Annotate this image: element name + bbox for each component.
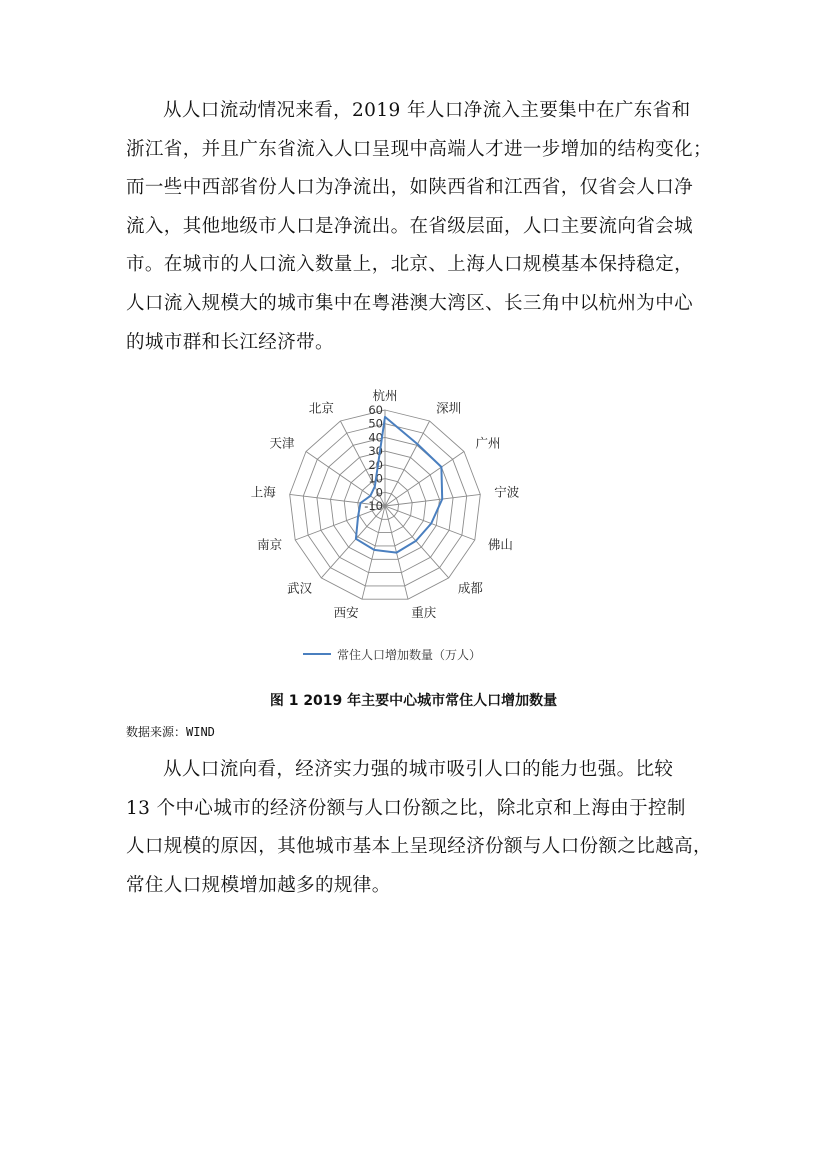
figure-caption: 图 1 2019 年主要中心城市常住人口增加数量 — [269, 693, 558, 709]
category-label: 佛山 — [487, 537, 513, 552]
category-label: 武汉 — [287, 580, 313, 596]
tick-label: 50 — [368, 416, 383, 431]
tick-label: 0 — [375, 485, 383, 500]
text-line: 浙江省，并且广东省流入人口呈现中高端人才进一步增加的结构变化； — [126, 138, 712, 160]
text-line: 的城市群和长江经济带。 — [126, 331, 334, 353]
paragraph-1 — [126, 92, 712, 362]
category-label: 北京 — [308, 400, 334, 416]
category-label: 重庆 — [411, 604, 437, 620]
tick-label: 40 — [368, 430, 383, 445]
legend-label: 常住人口增加数量（万人） — [337, 648, 482, 662]
text-line: 市。在城市的人口流入数量上，北京、上海人口规模基本保持稳定， — [126, 254, 694, 276]
radar-chart — [250, 388, 570, 678]
paragraph-2 — [126, 751, 712, 905]
category-label: 广州 — [475, 435, 501, 451]
category-label: 宁波 — [494, 484, 520, 500]
text-line: 13 个中心城市的经济份额与人口份额之比，除北京和上海由于控制 — [126, 797, 686, 819]
text-line: 人口流入规模大的城市集中在粤港澳大湾区、长三角中以杭州为中心 — [126, 292, 694, 314]
category-label: 上海 — [250, 484, 276, 500]
category-label: 天津 — [269, 435, 295, 451]
tick-label: -10 — [364, 499, 383, 513]
text-line: 人口规模的原因，其他城市基本上呈现经济份额与人口份额之比越高， — [126, 836, 712, 858]
text-line: 而一些中西部省份人口为净流出，如陕西省和江西省，仅省会人口净 — [126, 177, 694, 199]
category-label: 深圳 — [436, 400, 462, 416]
radar-spokes — [290, 410, 481, 599]
category-label: 南京 — [257, 537, 283, 552]
category-label: 成都 — [457, 580, 483, 596]
spoke — [362, 506, 385, 599]
tick-label: 60 — [368, 403, 383, 417]
data-source: 数据来源：WIND — [126, 725, 215, 739]
chart-legend — [303, 647, 481, 662]
tick-label: 10 — [368, 471, 383, 486]
radar-tick-labels — [364, 403, 383, 513]
text-line: 从人口流向看，经济实力强的城市吸引人口的能力也强。比较 — [163, 759, 674, 780]
text-line: 从人口流动情况来看，2019 年人口净流入主要集中在广东省和 — [163, 100, 691, 121]
category-label: 西安 — [333, 604, 359, 620]
spoke — [321, 506, 385, 578]
tick-label: 30 — [368, 444, 383, 459]
text-line: 常住人口规模增加越多的规律。 — [126, 874, 391, 896]
category-label: 杭州 — [372, 388, 398, 403]
spoke — [385, 506, 449, 578]
tick-label: 20 — [368, 457, 383, 472]
text-line: 流入，其他地级市人口是净流出。在省级层面，人口主要流向省会城 — [126, 215, 694, 237]
